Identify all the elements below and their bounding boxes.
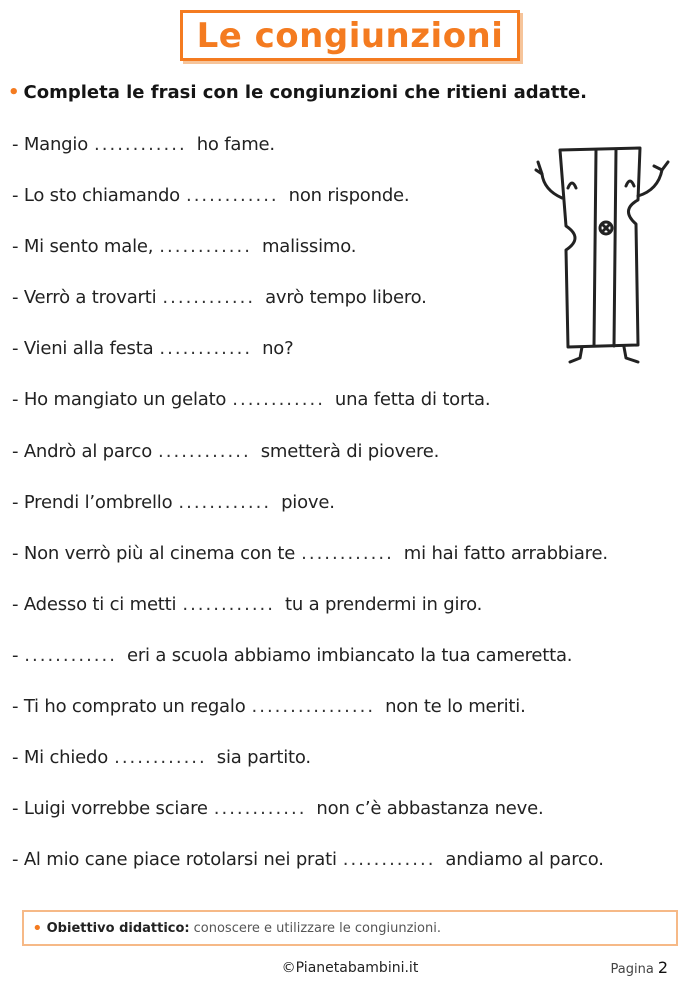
sentence-start: - Verrò a trovarti [12, 287, 157, 309]
answer-blank: ............ [232, 389, 325, 411]
sentence-end: ho fame. [196, 134, 275, 155]
sentence-end: smetterà di piovere. [260, 440, 440, 462]
sentence-start: - Mi sento male, [12, 236, 154, 258]
exercise-item [12, 386, 698, 437]
exercise-item [12, 744, 698, 795]
sentence-start: - Andrò al parco [12, 440, 153, 462]
answer-blank: ............ [159, 338, 253, 360]
answer-blank: ............ [178, 491, 272, 513]
sentence-end: una fetta di torta. [334, 389, 491, 411]
sentence-end: piove. [281, 491, 335, 513]
exercise-item [12, 795, 698, 846]
exercise-item [12, 642, 698, 693]
answer-blank: ................ [251, 696, 376, 718]
answer-blank: ............ [213, 798, 307, 820]
sentence-start: - Non verrò più al cinema con te [12, 542, 296, 564]
learning-objective [22, 910, 678, 946]
sentence-start: - Lo sto chiamando [12, 185, 180, 207]
exercise-item [12, 846, 698, 897]
instruction-text: Completa le frasi con le congiunzioni che ritieni adatte. [23, 82, 588, 103]
answer-blank: ............ [24, 644, 117, 666]
answer-blank: ............ [162, 287, 256, 309]
page-number-value: 2 [657, 958, 668, 977]
sentence-start: - Vieni alla festa [12, 338, 154, 360]
pencil-sharpener-mascot-icon [528, 140, 678, 365]
sentence-end: sia partito. [216, 747, 311, 769]
sentence-end: malissimo. [261, 236, 357, 258]
page-title: Le congiunzioni [196, 15, 504, 56]
sentence-end: andiamo al parco. [445, 849, 604, 871]
sentence-start: - Ti ho comprato un regalo [12, 696, 246, 718]
exercise-item [12, 591, 698, 642]
page-number [611, 958, 668, 977]
bullet-icon: • [8, 82, 20, 103]
sentence-end: eri a scuola abbiamo imbiancato la tua cameretta. [126, 644, 573, 666]
sentence-end: avrò tempo libero. [265, 287, 427, 309]
sentence-end: mi hai fatto arrabbiare. [403, 542, 608, 564]
answer-blank: ............ [301, 542, 394, 564]
sentence-end: no? [262, 338, 294, 360]
answer-blank: ............ [182, 593, 276, 615]
objective-text: conoscere e utilizzare le congiunzioni. [193, 920, 441, 936]
title-box [180, 10, 520, 61]
sentence-start: - Mi chiedo [12, 747, 109, 769]
exercise-item [12, 540, 698, 591]
sentence-start: - [12, 644, 19, 666]
sentence-end: tu a prendermi in giro. [285, 593, 483, 615]
bullet-icon: • [32, 917, 43, 939]
answer-blank: ............ [94, 134, 187, 155]
sentence-start: - Mangio [12, 134, 89, 155]
sentence-end: non te lo meriti. [385, 696, 526, 718]
sentence-end: non risponde. [288, 185, 410, 207]
exercise-item [12, 693, 698, 744]
answer-blank: ............ [185, 185, 279, 207]
answer-blank: ............ [114, 747, 207, 769]
answer-blank: ............ [159, 236, 252, 258]
sentence-start: - Ho mangiato un gelato [12, 389, 227, 411]
sentence-end: non c’è abbastanza neve. [316, 798, 544, 820]
instruction [8, 82, 698, 103]
sentence-start: - Luigi vorrebbe sciare [12, 798, 208, 820]
answer-blank: ............ [158, 440, 251, 462]
sentence-start: - Prendi l’ombrello [12, 491, 173, 513]
answer-blank: ............ [342, 849, 436, 871]
page-label: Pagina [610, 962, 654, 977]
footer-site: ©Pianetabambini.it [281, 960, 419, 976]
exercise-item [12, 438, 698, 489]
objective-label: Obiettivo didattico: [46, 920, 190, 936]
sentence-start: - Adesso ti ci metti [12, 593, 177, 615]
exercise-item [12, 489, 698, 540]
sentence-start: - Al mio cane piace rotolarsi nei prati [12, 849, 337, 871]
